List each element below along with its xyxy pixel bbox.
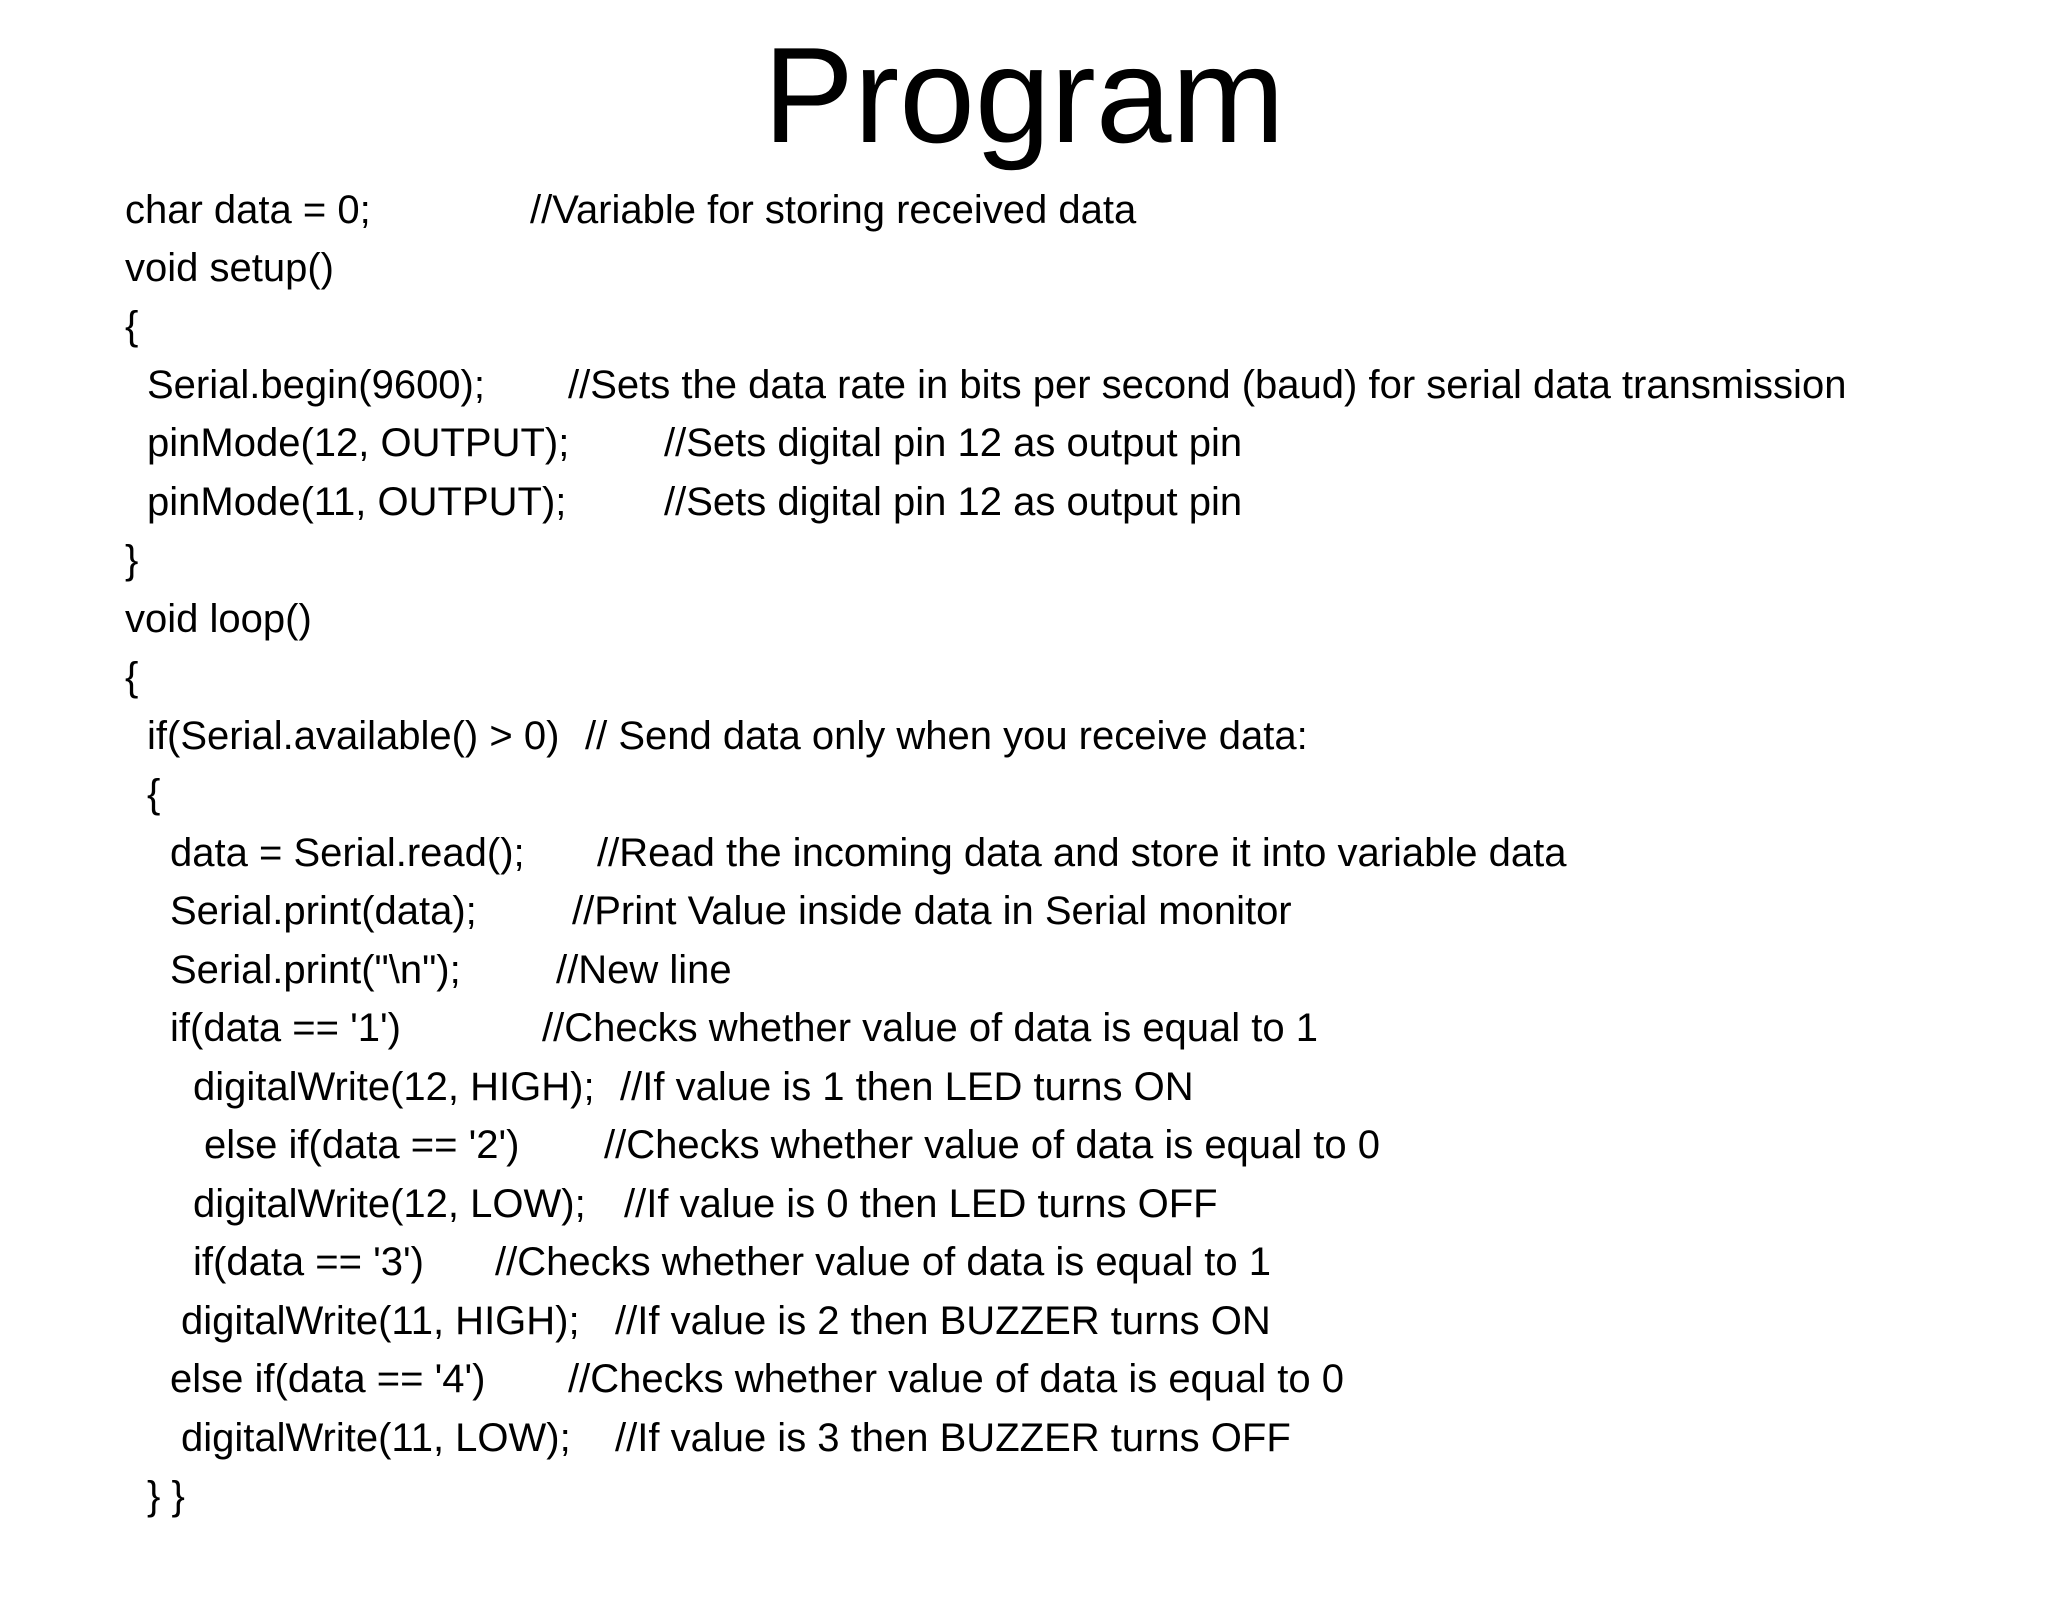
code-line (125, 185, 1137, 235)
code-text: Serial.begin(9600); (147, 363, 485, 407)
code-line (204, 1120, 1381, 1170)
code-text: Serial.print("\n"); (170, 948, 461, 992)
code-comment: //If value is 0 then LED turns OFF (624, 1182, 1218, 1226)
code-text: digitalWrite(12, LOW); (193, 1182, 586, 1226)
code-comment: //Sets digital pin 12 as output pin (664, 421, 1243, 465)
code-line (147, 477, 1243, 527)
code-text: { (147, 772, 161, 816)
code-text: Serial.print(data); (170, 889, 477, 933)
code-comment: //Checks whether value of data is equal to 0 (604, 1123, 1381, 1167)
code-text: pinMode(11, OUTPUT); (147, 480, 567, 524)
code-text: if(data == '3') (193, 1240, 424, 1284)
code-comment: //Sets the data rate in bits per second (baud) for serial data transmission (568, 363, 1847, 407)
code-text: digitalWrite(11, LOW); (181, 1416, 571, 1460)
code-comment: //Variable for storing received data (530, 188, 1137, 232)
code-line (147, 418, 1243, 468)
code-comment: //Read the incoming data and store it into variable data (597, 831, 1567, 875)
code-comment: //If value is 3 then BUZZER turns OFF (615, 1416, 1291, 1460)
code-line (125, 301, 192, 351)
code-line (170, 1354, 1345, 1404)
code-text: void loop() (125, 597, 312, 641)
code-line (181, 1296, 1271, 1346)
code-text: digitalWrite(12, HIGH); (193, 1065, 595, 1109)
code-comment: //Checks whether value of data is equal to 0 (568, 1357, 1345, 1401)
code-text: { (125, 655, 139, 699)
code-text: if(data == '1') (170, 1006, 401, 1050)
code-line (147, 1471, 214, 1521)
code-comment: //Print Value inside data in Serial monitor (572, 889, 1292, 933)
code-text: } (125, 538, 139, 582)
code-comment: //Checks whether value of data is equal to 1 (495, 1240, 1272, 1284)
code-line (170, 886, 1292, 936)
code-line (147, 360, 1847, 410)
code-line (181, 1413, 1291, 1463)
code-line (193, 1237, 1272, 1287)
code-text: else if(data == '4') (170, 1357, 486, 1401)
code-text: } } (147, 1474, 185, 1518)
code-line (125, 594, 312, 644)
code-line (170, 945, 732, 995)
code-line (125, 535, 192, 585)
code-comment: //If value is 1 then LED turns ON (620, 1065, 1194, 1109)
code-line (193, 1179, 1218, 1229)
code-text: { (125, 304, 139, 348)
code-comment: //Checks whether value of data is equal to 1 (542, 1006, 1319, 1050)
code-comment: //If value is 2 then BUZZER turns ON (615, 1299, 1271, 1343)
code-line (125, 652, 192, 702)
code-text: char data = 0; (125, 188, 371, 232)
code-text: pinMode(12, OUTPUT); (147, 421, 570, 465)
code-comment: // Send data only when you receive data: (585, 714, 1308, 758)
code-text: data = Serial.read(); (170, 831, 525, 875)
code-line (170, 1003, 1319, 1053)
code-text: digitalWrite(11, HIGH); (181, 1299, 580, 1343)
code-line (147, 769, 214, 819)
code-line (125, 243, 334, 293)
slide-title: Program (763, 19, 1285, 171)
code-line (170, 828, 1567, 878)
code-comment: //New line (556, 948, 732, 992)
code-text: else if(data == '2') (204, 1123, 520, 1167)
code-line (147, 711, 1308, 761)
code-text: if(Serial.available() > 0) (147, 714, 560, 758)
code-text: void setup() (125, 246, 334, 290)
code-comment: //Sets digital pin 12 as output pin (664, 480, 1243, 524)
code-line (193, 1062, 1194, 1112)
